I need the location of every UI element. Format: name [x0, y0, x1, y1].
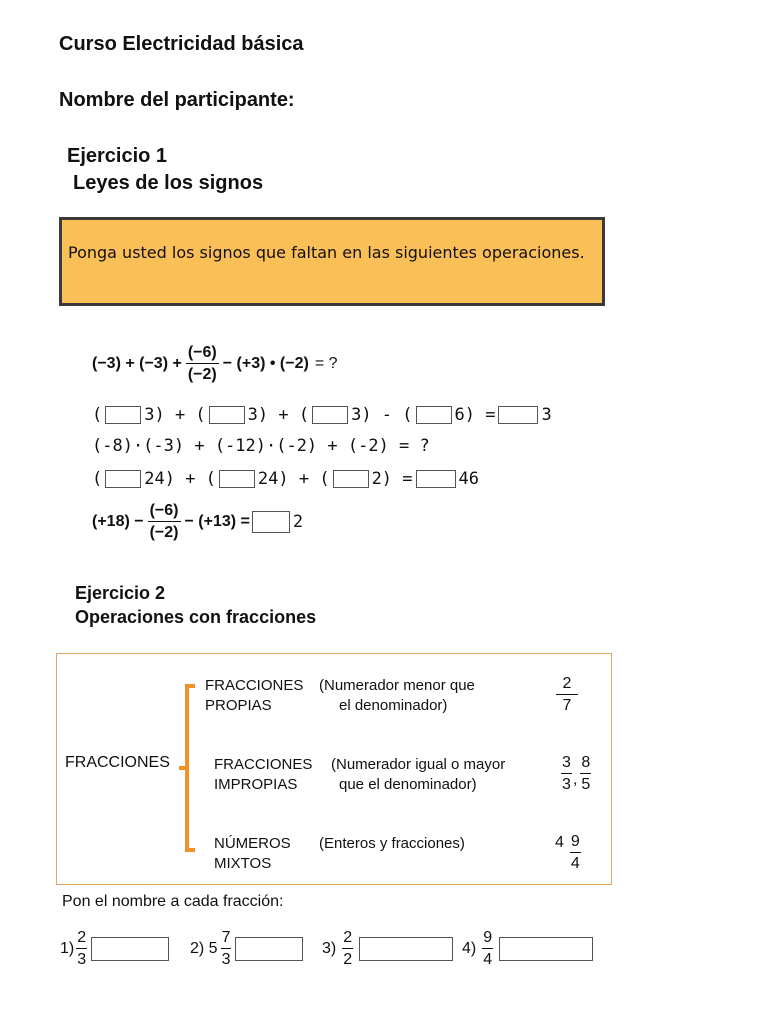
sign-input-6[interactable]: [105, 470, 141, 488]
mixtos-line-2: MIXTOS: [214, 855, 272, 872]
row1-text-2: 3) + (: [247, 405, 310, 425]
eq1-denominator: (−2): [187, 366, 217, 383]
row2-open: (: [92, 469, 103, 489]
impropias-desc: [331, 755, 505, 795]
eq3-part-c: 2: [292, 512, 304, 532]
sign-input-3[interactable]: [312, 406, 348, 424]
sign-input-4[interactable]: [416, 406, 452, 424]
mixtos-label: [214, 834, 291, 874]
diagram-root-label: FRACCIONES: [65, 754, 170, 771]
propias-desc: [319, 676, 475, 716]
propias-example: [555, 676, 579, 714]
eq3-denominator: (−2): [149, 524, 179, 541]
propias-line-2: PROPIAS: [205, 697, 272, 714]
row2-text-1: 24) + (: [144, 469, 216, 489]
mixtos-desc: (Enteros y fracciones): [319, 835, 465, 852]
item-4-num: 9: [482, 930, 493, 949]
eq3-numerator: (−6): [148, 503, 181, 522]
propias-desc-2: el denominador): [339, 697, 448, 714]
item-2-num: 7: [221, 930, 232, 949]
course-title: Curso Electricidad básica: [59, 33, 304, 55]
eq1-fraction: [186, 345, 219, 383]
item-1-answer-input[interactable]: [91, 937, 169, 961]
impropias-ex2-den: 5: [581, 776, 591, 793]
item-2-answer-input[interactable]: [235, 937, 303, 961]
fraction-prompt: Pon el nombre a cada fracción:: [62, 893, 284, 910]
impropias-line-1: FRACCIONES: [214, 756, 313, 773]
item-3-den: 2: [343, 951, 353, 968]
eq1-part-b: − (+3) • (−2): [222, 355, 309, 372]
row1-open: (: [92, 405, 103, 425]
impropias-ex1-den: 3: [562, 776, 571, 793]
row1-text-5: 3: [541, 405, 552, 425]
instruction-text: Ponga usted los signos que faltan en las siguientes operaciones.: [68, 243, 585, 262]
mixtos-ex-num: 9: [570, 834, 581, 853]
fraction-item-4: [462, 930, 593, 968]
sign-input-9[interactable]: [416, 470, 456, 488]
impropias-desc-1: (Numerador igual o mayor: [331, 756, 506, 773]
mixtos-line-1: NÚMEROS: [214, 835, 291, 852]
fraction-item-3: [322, 930, 453, 968]
fraction-item-2: [190, 930, 303, 968]
impropias-ex1-num: 3: [561, 755, 572, 774]
instruction-box: [59, 217, 605, 306]
equation-1: [92, 345, 338, 383]
mixtos-ex-den: 4: [570, 855, 580, 872]
propias-ex-num: 2: [556, 676, 578, 695]
item-3-num: 2: [342, 930, 353, 949]
eq1-part-a: (−3) + (−3) +: [92, 355, 182, 372]
impropias-sep: ,: [572, 771, 578, 788]
propias-label: [205, 676, 303, 716]
row1-text-3: 3) - (: [351, 405, 413, 425]
item-4-den: 4: [483, 951, 493, 968]
exercise-2-heading: Ejercicio 2: [75, 583, 166, 603]
sign-input-1[interactable]: [105, 406, 141, 424]
item-3-answer-input[interactable]: [359, 937, 453, 961]
fractions-diagram: [56, 653, 612, 885]
sign-input-7[interactable]: [219, 470, 255, 488]
impropias-example: [561, 755, 591, 793]
row2-text-4: 46: [458, 469, 479, 489]
item-2-den: 3: [221, 951, 231, 968]
exercise-1-heading: Ejercicio 1: [67, 145, 168, 167]
fraction-item-1: [60, 930, 169, 968]
mixtos-whole: 4: [555, 834, 564, 851]
item-2-label: 2) 5: [190, 940, 218, 957]
row2-text-2: 24) + (: [257, 469, 330, 489]
sign-input-10[interactable]: [252, 511, 290, 533]
eq1-numerator: (−6): [186, 345, 219, 364]
row2-text-3: 2) =: [371, 469, 413, 489]
propias-ex-den: 7: [562, 697, 572, 714]
item-1-label: 1): [60, 940, 75, 957]
impropias-desc-2: que el denominador): [339, 776, 477, 793]
mixtos-example: [555, 834, 581, 872]
sign-input-2[interactable]: [209, 406, 245, 424]
impropias-ex2-num: 8: [580, 755, 591, 774]
eq3-part-b: − (+13) =: [184, 513, 250, 530]
item-4-label: 4): [462, 940, 477, 957]
answer-row-1: [92, 405, 552, 425]
item-3-label: 3): [322, 940, 337, 957]
propias-line-1: FRACCIONES: [205, 677, 304, 694]
row1-text-1: 3) + (: [144, 405, 206, 425]
eq1-part-c: = ?: [314, 355, 338, 372]
answer-row-2: [92, 469, 479, 489]
sign-input-8[interactable]: [333, 470, 369, 488]
exercise-1-subheading: Leyes de los signos: [73, 172, 264, 194]
equation-2: (-8)·(-3) + (-12)·(-2) + (-2) = ?: [92, 436, 430, 456]
item-1-num: 2: [76, 930, 87, 949]
participant-label: Nombre del participante:: [59, 89, 295, 111]
eq3-part-a: (+18) −: [92, 513, 144, 530]
item-1-den: 3: [77, 951, 87, 968]
sign-input-5[interactable]: [498, 406, 538, 424]
exercise-2-subheading: Operaciones con fracciones: [75, 607, 317, 627]
item-4-answer-input[interactable]: [499, 937, 593, 961]
impropias-label: [214, 755, 312, 795]
row1-text-4: 6) =: [454, 405, 496, 425]
eq3-fraction: [148, 503, 181, 541]
impropias-line-2: IMPROPIAS: [214, 776, 298, 793]
equation-3: [92, 503, 303, 541]
propias-desc-1: (Numerador menor que: [319, 677, 475, 694]
